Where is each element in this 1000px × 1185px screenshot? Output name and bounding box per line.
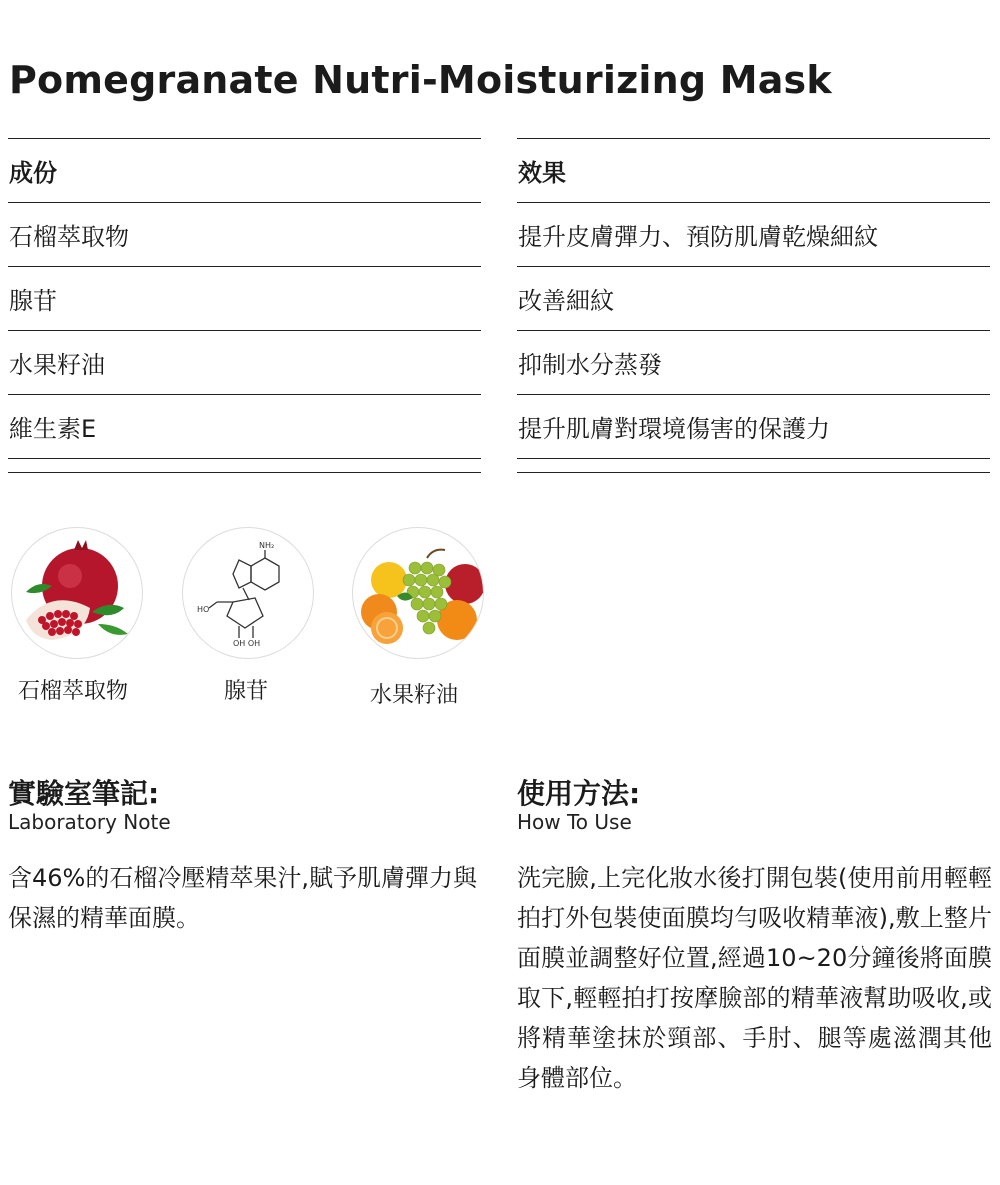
fruits-icon — [352, 527, 484, 659]
effect-row: 提升肌膚對環境傷害的保護力 — [517, 394, 990, 458]
how-to-use-text: 洗完臉,上完化妝水後打開包裝(使用前用輕輕拍打外包裝使面膜均勻吸收精華液),敷上整片面膜並調整好位置,經過10~20分鐘後將面膜取下,輕輕拍打按摩臉部的精華液幫助吸收,或將精華塗抹於頸部、手肘、腿等處滋潤其他身體部位。 — [517, 864, 992, 1092]
ingredient-row: 水果籽油 — [8, 330, 481, 394]
effect-row: 改善細紋 — [517, 266, 990, 330]
table-divider — [8, 472, 481, 473]
effects-table — [517, 138, 990, 473]
nh2-label: NH₂ — [259, 541, 275, 550]
caption-fruit-seed-oil: 水果籽油 — [370, 683, 459, 708]
oh-label: OH OH — [233, 639, 261, 648]
ho-label: HO — [197, 605, 210, 614]
ingredient-row: 腺苷 — [8, 266, 481, 330]
caption-pomegranate: 石榴萃取物 — [18, 679, 129, 704]
ingredients-table — [8, 138, 481, 473]
adenosine-structure-icon — [182, 527, 314, 659]
lab-note-subtitle: Laboratory Note — [8, 810, 171, 834]
table-divider — [517, 458, 990, 472]
lab-note-text: 含46%的石榴冷壓精萃果汁,賦予肌膚彈力與保濕的精華面膜。 — [8, 864, 477, 932]
ingredients-header: 成份 — [8, 138, 481, 202]
table-divider — [517, 472, 990, 473]
pomegranate-icon — [11, 527, 143, 659]
caption-adenosine: 腺苷 — [224, 679, 269, 704]
how-to-use-title: 使用方法: — [517, 777, 641, 810]
table-divider — [8, 458, 481, 472]
effect-row: 提升皮膚彈力、預防肌膚乾燥細紋 — [517, 202, 990, 266]
ingredient-row: 維生素E — [8, 394, 481, 458]
page-title: Pomegranate Nutri-Moisturizing Mask — [9, 58, 832, 102]
ingredient-row: 石榴萃取物 — [8, 202, 481, 266]
effects-header: 效果 — [517, 138, 990, 202]
how-to-use-subtitle: How To Use — [517, 810, 632, 834]
lab-note-title: 實驗室筆記: — [8, 777, 160, 810]
effect-row: 抑制水分蒸發 — [517, 330, 990, 394]
